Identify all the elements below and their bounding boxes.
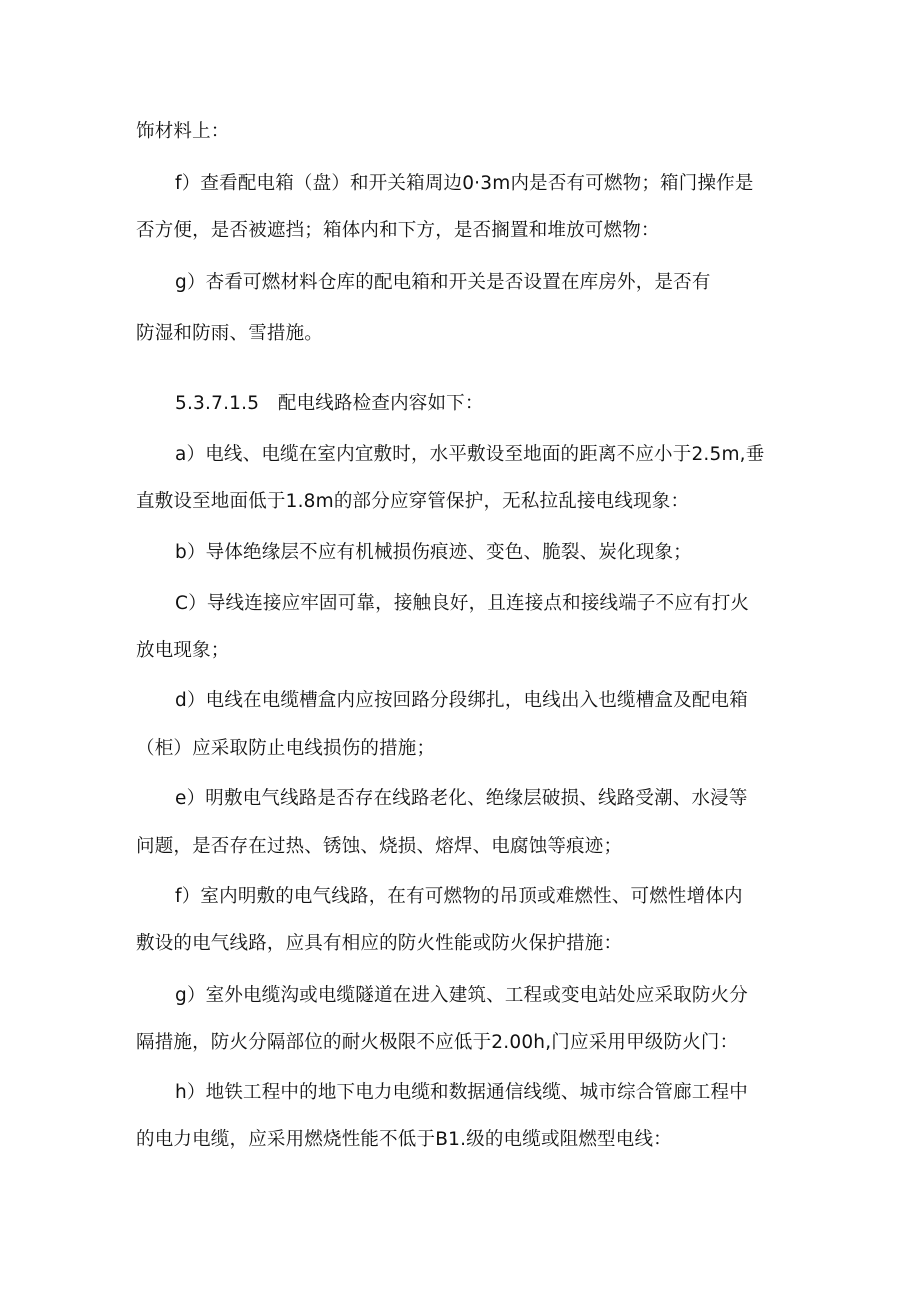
text-line: 的电力电缆，应采用燃烧性能不低于B1.级的电缆或阻燃型电线：: [136, 1129, 672, 1150]
text-line: a）电线、电缆在室内宜敷时，水平敷设至地面的距离不应小于2.5m,垂: [175, 444, 765, 465]
text-line: 直敷设至地面低于1.8m的部分应穿管保护，无私拉乱接电线现象：: [136, 491, 690, 512]
text-line: h）地铁工程中的地下电力电缆和数据通信线缆、城市综合管廊工程中: [175, 1082, 748, 1103]
text-line: 隔措施，防火分隔部位的耐火极限不应低于2.00h,门应采用甲级防火门：: [136, 1032, 739, 1053]
text-line: f）室内明敷的电气线路，在有可燃物的吊顶或难燃性、可燃性增体内: [175, 886, 743, 907]
text-line: g）杏看可燃材料仓库的配电箱和开关是否设置在库房外，是否有: [175, 272, 711, 293]
text-line: 敷设的电气线路，应具有相应的防火性能或防火保护措施：: [136, 933, 623, 954]
text-line: e）明敷电气线路是否存在线路老化、绝缘层破损、线路受潮、水浸等: [175, 788, 748, 809]
text-line: d）电线在电缆槽盒内应按回路分段绑扎，电线出入也缆槽盒及配电箱: [175, 690, 748, 711]
text-line: 问题，是否存在过热、锈蚀、烧损、熔焊、电腐蚀等痕迹；: [136, 836, 623, 857]
text-line: 饰材料上：: [136, 121, 230, 142]
text-line: 否方便，是否被遮挡；箱体内和下方，是否搁置和堆放可燃物：: [136, 220, 660, 241]
text-line: g）室外电缆沟或电缆隧道在进入建筑、工程或变电站处应采取防火分: [175, 985, 748, 1006]
text-line: （柜）应采取防止电线损伤的措施；: [136, 738, 436, 759]
text-line: 放电现象；: [136, 640, 230, 661]
text-line: f）查看配电箱（盘）和开关箱周边0·3m内是否有可燃物；箱门操作是: [175, 173, 754, 194]
text-line: C）导线连接应牢固可靠，接触良好，且连接点和接线端子不应有打火: [175, 593, 750, 614]
section-heading: 5.3.7.1.5 配电线路检查内容如下：: [175, 393, 484, 414]
text-line: 防湿和防雨、雪措施。: [136, 323, 324, 344]
text-line: b）导体绝缘层不应有机械损伤痕迹、变色、脆裂、炭化现象；: [175, 542, 692, 563]
